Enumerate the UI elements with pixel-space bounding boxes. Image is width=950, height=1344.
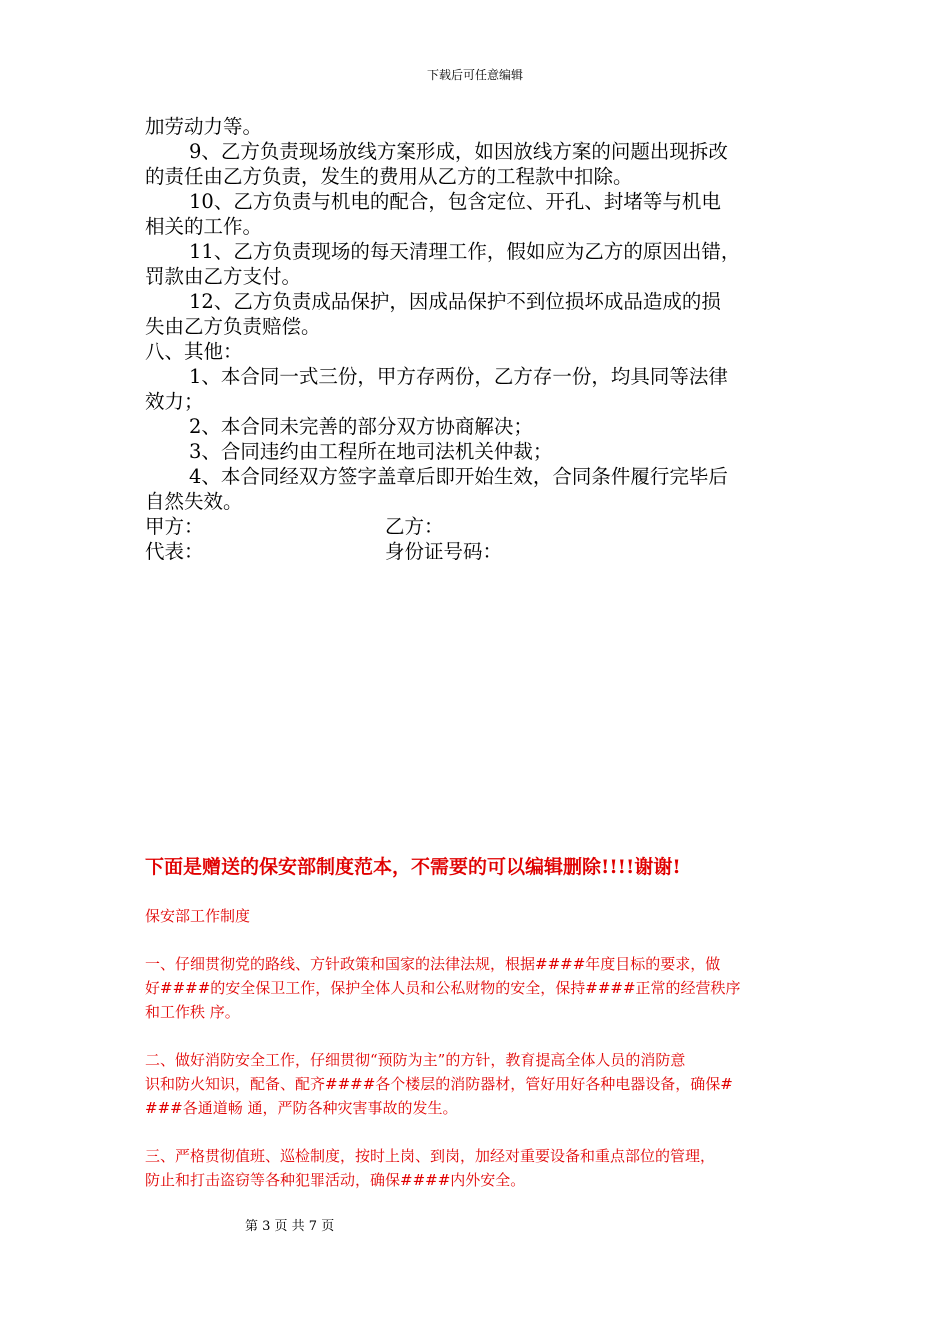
contract-item-9: 9、乙方负责现场放线方案形成，如因放线方案的问题出现拆改	[189, 140, 728, 163]
security-rule-1-line: 好####的安全保卫工作，保护全体人员和公私财物的安全，保持####正常的经营秩序	[145, 979, 741, 997]
contract-item-9-cont: 的责任由乙方负责，发生的费用从乙方的工程款中扣除。	[145, 165, 633, 188]
other-item-3: 3、合同违约由工程所在地司法机关仲裁；	[189, 440, 553, 463]
promo-notice: 下面是赠送的保安部制度范本，不需要的可以编辑删除!!!!谢谢!	[145, 856, 681, 878]
security-rules	[145, 904, 815, 1192]
party-b-label: 乙方：	[385, 515, 444, 538]
contract-body	[145, 114, 815, 564]
security-rule-3	[145, 1144, 815, 1192]
other-item-2: 2、本合同未完善的部分双方协商解决；	[189, 415, 533, 438]
other-item-4-cont: 自然失效。	[145, 490, 243, 513]
section-heading-other: 八、其他：	[145, 340, 243, 363]
security-rule-2-line: ###各通道畅 通，严防各种灾害事故的发生。	[145, 1099, 458, 1117]
security-rule-2-line: 识和防火知识，配备、配齐####各个楼层的消防器材，管好用好各种电器设备，确保#	[145, 1075, 733, 1093]
security-rule-1	[145, 952, 815, 1024]
security-rule-3-line: 三、严格贯彻值班、巡检制度，按时上岗、到岗，加经对重要设备和重点部位的管理，	[145, 1147, 716, 1165]
representative-label: 代表：	[145, 540, 204, 563]
contract-item-12: 12、乙方负责成品保护，因成品保护不到位损坏成品造成的损	[189, 290, 721, 313]
contract-item-11-cont: 罚款由乙方支付。	[145, 265, 302, 288]
contract-item-12-cont: 失由乙方负责赔偿。	[145, 315, 321, 338]
contract-item-10: 10、乙方负责与机电的配合，包含定位、开孔、封堵等与机电	[189, 190, 721, 213]
security-rule-1-line: 一、仔细贯彻党的路线、方针政策和国家的法律法规，根据####年度目标的要求，做	[145, 955, 721, 973]
other-item-1: 1、本合同一式三份，甲方存两份，乙方存一份，均具同等法律	[189, 365, 728, 388]
contract-item-10-cont: 相关的工作。	[145, 215, 263, 238]
other-item-4: 4、本合同经双方签字盖章后即开始生效，合同条件履行完毕后	[189, 465, 728, 488]
contract-item-11: 11、乙方负责现场的每天清理工作，假如应为乙方的原因出错，	[189, 240, 741, 263]
party-a-label: 甲方：	[145, 515, 204, 538]
id-number-label: 身份证号码：	[385, 540, 503, 563]
security-rules-title: 保安部工作制度	[145, 907, 251, 925]
security-rule-2	[145, 1048, 815, 1120]
security-rule-2-line: 二、做好消防安全工作，仔细贯彻“预防为主”的方针，教育提高全体人员的消防意	[145, 1051, 686, 1069]
signature-row-reps	[145, 539, 815, 564]
signature-row-parties	[145, 514, 815, 539]
other-item-1-cont: 效力；	[145, 390, 204, 413]
page-footer: 第 3 页 共 7 页	[245, 1219, 335, 1234]
contract-line: 加劳动力等。	[145, 115, 263, 138]
page-header: 下载后可任意编辑	[426, 68, 523, 82]
security-rule-3-line: 防止和打击盗窃等各种犯罪活动，确保####内外安全。	[145, 1171, 526, 1189]
security-rule-1-line: 和工作秩 序。	[145, 1003, 240, 1021]
